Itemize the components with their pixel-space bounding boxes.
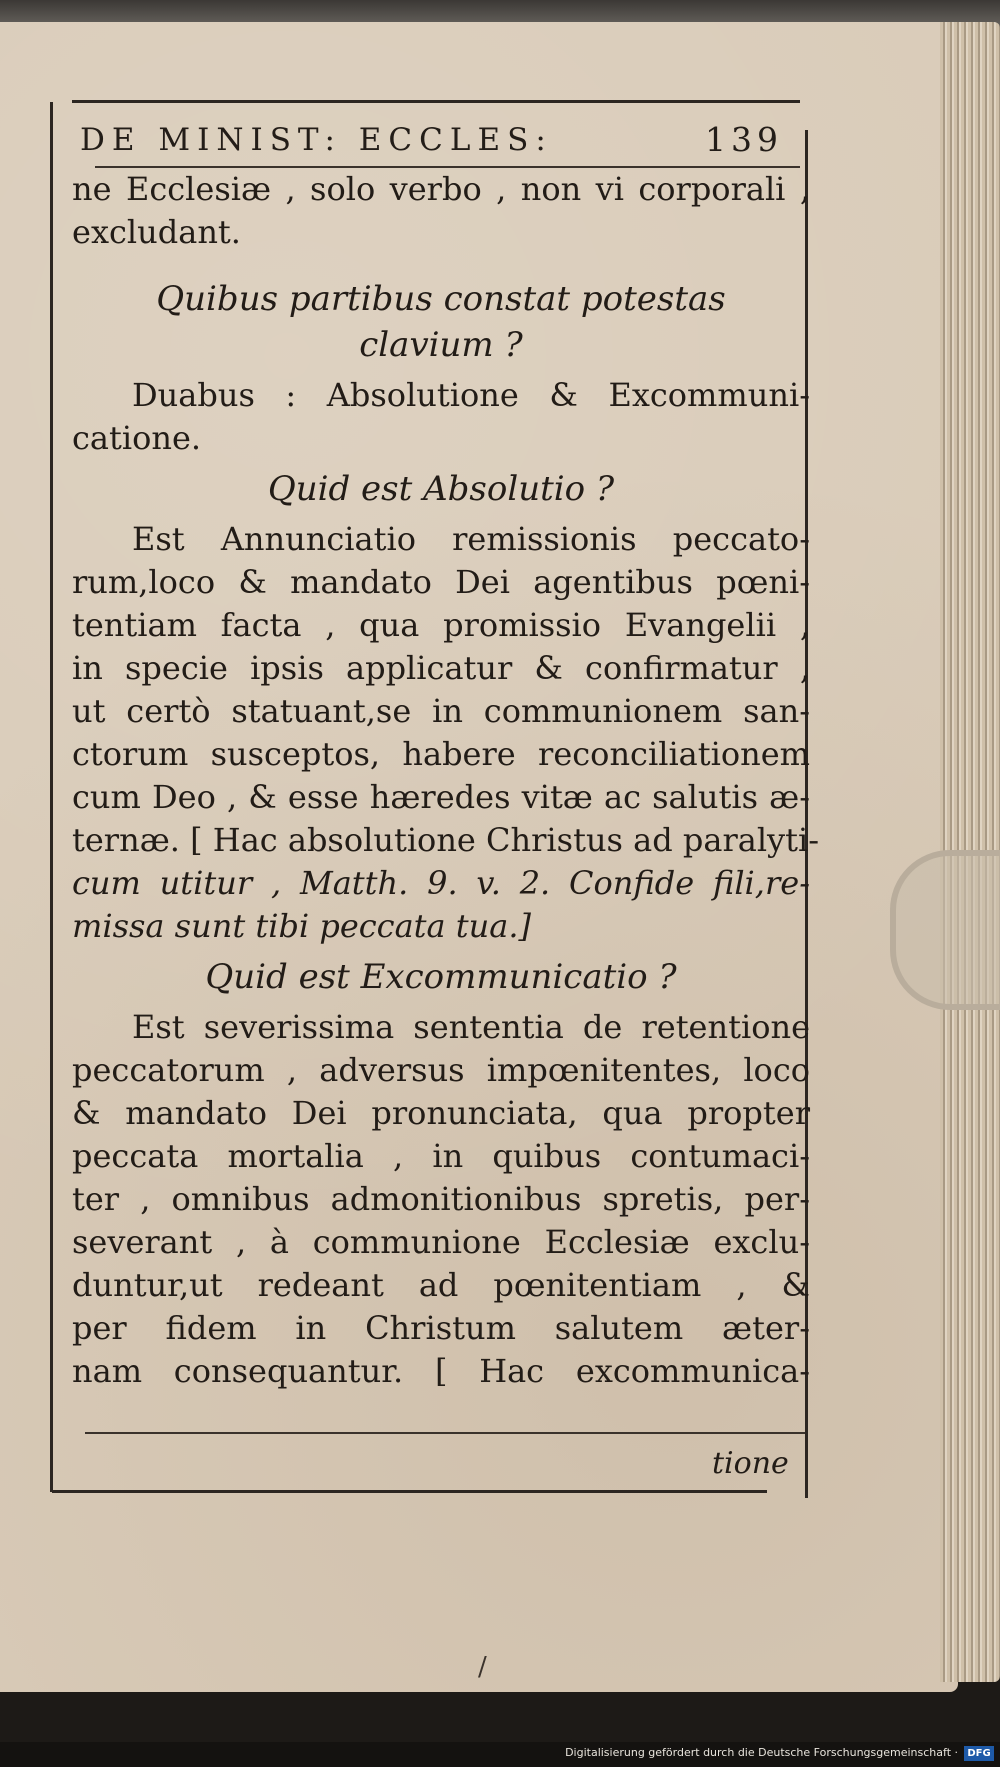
- answer-line: in specie ipsis applicatur & confirmatur ,: [72, 649, 810, 687]
- digitization-credit: Digitalisierung gefördert durch die Deutsche Forschungsgemeinschaft ·: [565, 1746, 958, 1759]
- answer-line: duntur,ut redeant ad pœnitentiam , &: [72, 1266, 810, 1304]
- answer-line: peccata mortalia , in quibus contumaci-: [72, 1137, 810, 1175]
- question-heading: Quid est Excommunicatio ?: [205, 957, 677, 997]
- answer-line: ut certò statuant,se in communionem san-: [72, 692, 810, 730]
- question-heading: Quid est Absolutio ?: [267, 469, 615, 509]
- answer-line: ctorum susceptos, habere reconciliationem: [72, 735, 810, 773]
- answer-line: catione.: [72, 419, 202, 457]
- question-line: clavium ?: [359, 325, 523, 365]
- answer-line: & mandato Dei pronunciata, qua propter: [72, 1094, 810, 1132]
- question-line: Quibus partibus constat potestas: [156, 279, 726, 319]
- answer-line: severant , à communione Ecclesiæ exclu-: [72, 1223, 810, 1261]
- answer-line: Duabus : Absolutione & Excommuni-: [132, 376, 810, 414]
- answer-line: missa sunt tibi peccata tua.]: [72, 907, 531, 945]
- text-line: ne Ecclesiæ , solo verbo , non vi corporali ,: [72, 170, 810, 208]
- answer-line: Est severissima sententia de retentione: [132, 1008, 810, 1046]
- catchword: tione: [712, 1446, 789, 1481]
- answer-line: peccatorum , adversus impœnitentes, loco: [72, 1051, 810, 1089]
- answer-line: Est Annunciatio remissionis peccato-: [132, 520, 810, 558]
- text-frame-top: [72, 100, 800, 103]
- text-line: excludant.: [72, 213, 241, 251]
- answer-line: per fidem in Christum salutem æter-: [72, 1309, 810, 1347]
- page-number: 139: [705, 120, 783, 159]
- page-body: [72, 168, 820, 1393]
- answer-line: cum utitur , Matth. 9. v. 2. Confide fili,re-: [72, 864, 810, 902]
- answer-line: tentiam facta , qua promissio Evangelii ,: [72, 606, 810, 644]
- stray-mark: /: [478, 1652, 487, 1682]
- running-header: [80, 122, 840, 158]
- page-clip: [890, 850, 1000, 1010]
- dfg-logo: DFG: [964, 1746, 994, 1761]
- answer-line: cum Deo , & esse hæredes vitæ ac salutis æ-: [72, 778, 810, 816]
- answer-line: ter , omnibus admonitionibus spretis, per-: [72, 1180, 810, 1218]
- text-frame-bottom: [52, 1490, 767, 1493]
- bottom-rule: [85, 1432, 805, 1434]
- running-title: DE MINIST: ECCLES:: [80, 122, 553, 158]
- question-heading: [72, 276, 810, 368]
- answer-line: rum,loco & mandato Dei agentibus pœni-: [72, 563, 810, 601]
- answer-line: nam consequantur. [ Hac excommunica-: [72, 1352, 810, 1390]
- answer-line: ternæ. [ Hac absolutione Christus ad paralyti-: [72, 821, 820, 859]
- text-frame-left: [50, 102, 53, 1492]
